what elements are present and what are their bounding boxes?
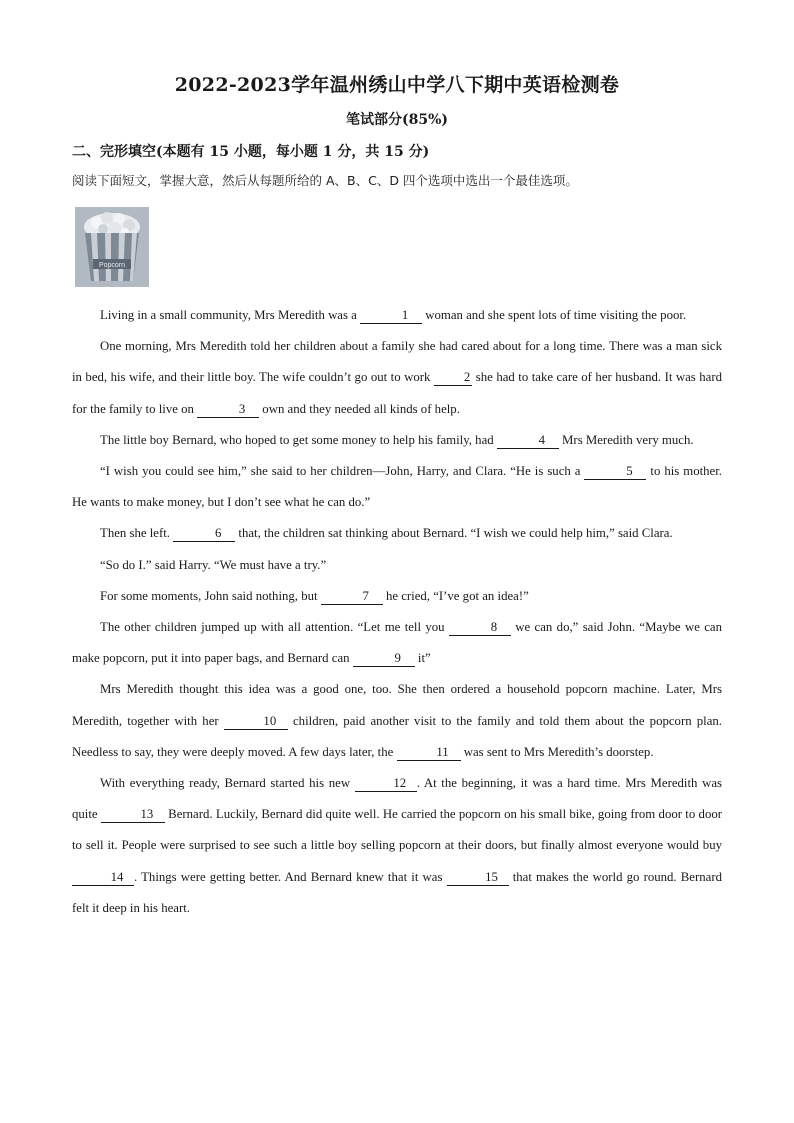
blank-7[interactable]: 7 [321,589,383,605]
section-instructions: 阅读下面短文，掌握大意，然后从每题所给的 A、B、C、D 四个选项中选出一个最佳选项。 [72,173,578,188]
passage-paragraph: Mrs Meredith thought this idea was a good one, too. She then ordered a household popcorn machine. Later, Mrs Meredith, together with her 10 children, paid another visit to the family and told them about the popcorn plan. Needless to say, they were deeply moved. A few days later, the 11 was sent to Mrs Meredith’s doorstep. [72,682,723,759]
blank-10[interactable]: 10 [224,714,288,730]
passage-paragraph: Living in a small community, Mrs Meredith was a 1 woman and she spent lots of time visiting the poor. [100,308,687,322]
blank-13[interactable]: 13 [101,807,165,823]
exam-subtitle: 笔试部分(85%) [345,112,449,128]
blank-1[interactable]: 1 [360,308,422,324]
blank-15[interactable]: 15 [447,870,509,886]
blank-6[interactable]: 6 [173,526,235,542]
popcorn-bucket-photo [75,207,149,287]
blank-11[interactable]: 11 [397,745,461,761]
passage-paragraph: For some moments, John said nothing, but 7 he cried, “I’ve got an idea!” [100,588,529,603]
blank-9[interactable]: 9 [353,651,415,667]
blank-12[interactable]: 12 [355,776,417,792]
passage-paragraph: With everything ready, Bernard started his new 12 . At the beginning, it was a hard time. Mrs Meredith was quite 13 Bernard. Luckily, Bernard did quite well. He carried the popcorn on his small bike, going from door to door to sell it. People were surprised to see such a little boy selling popcorn at their doors, but finally almost everyone would buy 14 . Things were getting better. And Bernard knew that it was 15 that makes the world go round. Bernard felt it deep in his heart. [72,776,722,915]
blank-3[interactable]: 3 [197,402,259,418]
passage-paragraph: The little boy Bernard, who hoped to get some money to help his family, had 4 Mrs Meredith very much. [100,432,694,447]
passage-paragraph: “So do I.” said Harry. “We must have a try.” [100,557,327,572]
bucket-label: Popcorn [98,262,126,269]
blank-2[interactable]: 2 [434,370,472,386]
exam-title: 2022-2023学年温州绣山中学八下期中英语检测卷 [174,74,620,96]
blank-5[interactable]: 5 [584,464,646,480]
passage-paragraph: Then she left. 6 that, the children sat thinking about Bernard. “I wish we could help him,” said Clara. [100,526,673,541]
passage-paragraph: One morning, Mrs Meredith told her children about a family she had cared about for a long time. There was a man sick in bed, his wife, and their little boy. The wife couldn’t go out to work 2 she had to take care of her husband. It was hard for the family to live on 3 own and they needed all kinds of help. [72,339,722,416]
blank-4[interactable]: 4 [497,433,559,449]
blank-8[interactable]: 8 [449,620,511,636]
section-heading: 二、完形填空(本题有 15 小题，每小题 1 分，共 15 分) [72,144,430,160]
cloze-passage [72,300,722,924]
passage-paragraph: “I wish you could see him,” she said to her children—John, Harry, and Clara. “He is such a 5 to his mother. He wants to make money, but I don’t see what he can do.” [72,464,722,510]
blank-14[interactable]: 14 [72,870,134,886]
passage-paragraph: The other children jumped up with all attention. “Let me tell you 8 we can do,” said John. “Maybe we can make popcorn, put it into paper bags, and Bernard can 9 it” [72,620,722,666]
